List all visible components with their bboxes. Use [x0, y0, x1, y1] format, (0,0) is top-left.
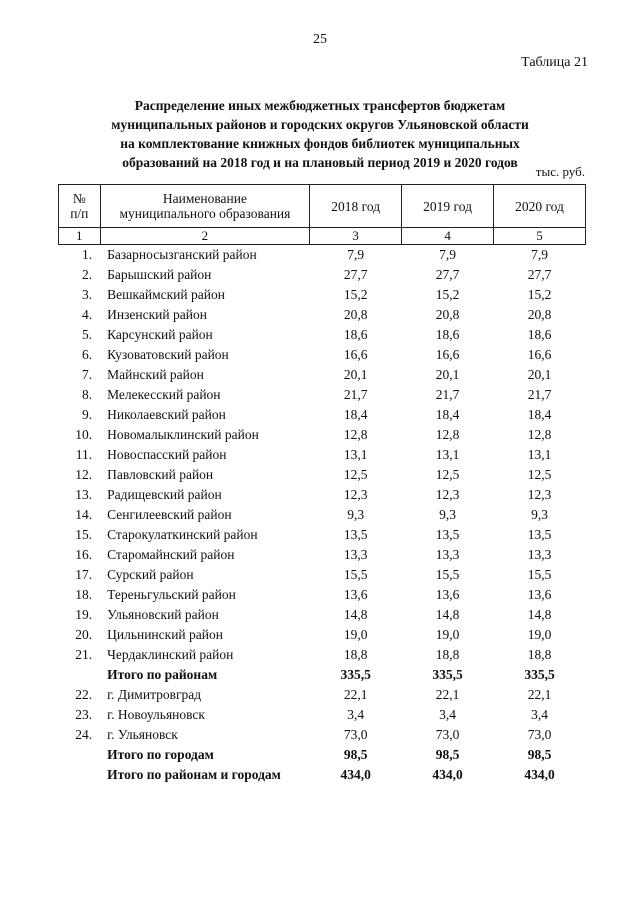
value-2020: 20,8: [527, 307, 552, 322]
value-2019: 27,7: [435, 267, 460, 282]
row-name: Итого по районам: [107, 667, 218, 682]
document-title: [90, 96, 550, 172]
value-2019: 18,8: [435, 647, 460, 662]
row-name: Инзенский район: [107, 307, 207, 322]
row-name: Итого по районам и городам: [107, 767, 281, 782]
row-number: 5.: [81, 327, 93, 342]
header-number-line1: №: [72, 191, 86, 206]
table-row: [59, 445, 586, 465]
value-2019: 20,8: [435, 307, 460, 322]
value-2019: 13,3: [435, 547, 460, 562]
table-row: [59, 605, 586, 625]
table-row: [59, 285, 586, 305]
value-2019: 16,6: [435, 347, 460, 362]
row-name: Ульяновский район: [107, 607, 219, 622]
column-index: 1: [59, 228, 101, 245]
row-number: 20.: [75, 627, 93, 642]
value-2018: 20,8: [343, 307, 368, 322]
row-name: г. Димитровград: [107, 687, 202, 702]
total-row: [59, 765, 586, 785]
value-2018: 9,3: [347, 507, 365, 522]
value-2019: 13,6: [435, 587, 460, 602]
row-number: [59, 665, 101, 685]
row-number: 22.: [75, 687, 93, 702]
total-row: [59, 745, 586, 765]
value-2019: 335,5: [432, 667, 463, 682]
row-name: Цильнинский район: [107, 627, 223, 642]
row-number: 21.: [75, 647, 93, 662]
value-2020: 15,2: [527, 287, 552, 302]
value-2020: 7,9: [531, 247, 548, 262]
value-2020: 13,1: [527, 447, 552, 462]
value-2020: 12,5: [527, 467, 552, 482]
value-2020: 18,8: [527, 647, 552, 662]
value-2018: 18,8: [343, 647, 368, 662]
table-row: [59, 725, 586, 745]
table-row: [59, 465, 586, 485]
table-label: Таблица 21: [521, 55, 588, 70]
value-2019: 9,3: [439, 507, 457, 522]
value-2019: 22,1: [435, 687, 460, 702]
row-name: Майнский район: [107, 367, 204, 382]
row-number: 13.: [75, 487, 93, 502]
value-2018: 14,8: [343, 607, 368, 622]
table-row: [59, 705, 586, 725]
row-number: 4.: [81, 307, 93, 322]
column-index: 5: [494, 228, 586, 245]
table-row: [59, 485, 586, 505]
value-2018: 16,6: [343, 347, 368, 362]
row-number: 15.: [75, 527, 93, 542]
header-number: [59, 185, 101, 228]
row-name: Чердаклинский район: [107, 647, 234, 662]
value-2018: 19,0: [343, 627, 368, 642]
value-2018: 20,1: [343, 367, 368, 382]
table-row: [59, 645, 586, 665]
value-2020: 22,1: [527, 687, 552, 702]
value-2018: 15,5: [343, 567, 368, 582]
row-name: Новоспасский район: [107, 447, 227, 462]
header-number-line2: п/п: [70, 206, 89, 221]
allocation-table: [58, 184, 586, 785]
value-2020: 13,5: [527, 527, 552, 542]
row-number: [59, 765, 101, 785]
row-name: Кузоватовский район: [107, 347, 229, 362]
header-2018: 2018 год: [310, 185, 402, 228]
value-2019: 18,6: [435, 327, 460, 342]
row-number: 1.: [81, 247, 93, 262]
value-2020: 13,3: [527, 547, 552, 562]
table-header-row: [59, 185, 586, 228]
value-2018: 335,5: [340, 667, 371, 682]
table-row: [59, 405, 586, 425]
column-index: 3: [310, 228, 402, 245]
value-2020: 3,4: [531, 707, 548, 722]
column-index: 2: [100, 228, 310, 245]
value-2019: 12,8: [435, 427, 460, 442]
value-2018: 434,0: [340, 767, 371, 782]
value-2019: 15,2: [435, 287, 460, 302]
table-row: [59, 625, 586, 645]
table-row: [59, 585, 586, 605]
row-number: 6.: [81, 347, 93, 362]
row-number: 2.: [81, 267, 93, 282]
value-2019: 13,5: [435, 527, 460, 542]
value-2020: 27,7: [527, 267, 552, 282]
table-row: [59, 325, 586, 345]
value-2019: 21,7: [435, 387, 460, 402]
value-2020: 16,6: [527, 347, 552, 362]
value-2020: 21,7: [527, 387, 552, 402]
value-2019: 12,5: [435, 467, 460, 482]
row-number: 12.: [75, 467, 93, 482]
title-line: муниципальных районов и городских округов Ульяновской области: [111, 117, 529, 132]
value-2018: 21,7: [343, 387, 368, 402]
value-2018: 13,5: [343, 527, 368, 542]
row-name: Сурский район: [107, 567, 194, 582]
row-number: [59, 745, 101, 765]
units-label: тыс. руб.: [535, 164, 585, 179]
value-2019: 73,0: [435, 727, 460, 742]
value-2020: 18,6: [527, 327, 552, 342]
row-name: Павловский район: [107, 467, 214, 482]
value-2020: 15,5: [527, 567, 552, 582]
value-2019: 3,4: [439, 707, 457, 722]
row-number: 3.: [81, 287, 93, 302]
table-row: [59, 565, 586, 585]
row-name: Сенгилеевский район: [107, 507, 232, 522]
value-2018: 13,6: [343, 587, 368, 602]
row-number: 24.: [75, 727, 93, 742]
row-number: 16.: [75, 547, 93, 562]
row-name: Старомайнский район: [107, 547, 235, 562]
value-2018: 27,7: [343, 267, 368, 282]
page-number: 25: [313, 32, 327, 47]
value-2020: 13,6: [527, 587, 552, 602]
value-2018: 73,0: [343, 727, 368, 742]
value-2018: 12,5: [343, 467, 368, 482]
column-index: 4: [402, 228, 494, 245]
column-index-row: [59, 228, 586, 245]
value-2020: 19,0: [527, 627, 552, 642]
row-name: г. Ульяновск: [107, 727, 178, 742]
row-name: Радищевский район: [107, 487, 222, 502]
table-row: [59, 365, 586, 385]
value-2019: 20,1: [435, 367, 460, 382]
row-name: Николаевский район: [107, 407, 226, 422]
row-name: Мелекесский район: [107, 387, 221, 402]
value-2020: 434,0: [524, 767, 555, 782]
value-2020: 18,4: [527, 407, 552, 422]
table-row: [59, 425, 586, 445]
row-name: г. Новоульяновск: [107, 707, 205, 722]
row-name: Вешкаймский район: [107, 287, 225, 302]
table-row: [59, 245, 586, 266]
row-number: 7.: [81, 367, 93, 382]
value-2020: 20,1: [527, 367, 552, 382]
value-2020: 9,3: [531, 507, 548, 522]
value-2019: 15,5: [435, 567, 460, 582]
value-2018: 3,4: [347, 707, 365, 722]
value-2019: 12,3: [435, 487, 460, 502]
value-2019: 7,9: [439, 247, 457, 262]
table-row: [59, 265, 586, 285]
value-2019: 14,8: [435, 607, 460, 622]
header-name: [100, 185, 310, 228]
row-name: Старокулаткинский район: [107, 527, 258, 542]
row-number: 10.: [75, 427, 93, 442]
table-row: [59, 345, 586, 365]
value-2018: 98,5: [343, 747, 368, 762]
value-2020: 335,5: [524, 667, 555, 682]
table-row: [59, 545, 586, 565]
row-name: Тереньгульский район: [107, 587, 236, 602]
row-name: Новомалыклинский район: [107, 427, 259, 442]
header-2019: 2019 год: [402, 185, 494, 228]
header-2020: 2020 год: [494, 185, 586, 228]
row-number: 18.: [75, 587, 93, 602]
row-number: 17.: [75, 567, 93, 582]
row-name: Карсунский район: [107, 327, 213, 342]
row-name: Базарносызганский район: [107, 247, 257, 262]
value-2019: 19,0: [435, 627, 460, 642]
row-number: 11.: [75, 447, 93, 462]
table-row: [59, 305, 586, 325]
table-row: [59, 385, 586, 405]
table-row: [59, 525, 586, 545]
value-2018: 22,1: [343, 687, 368, 702]
header-name-line1: Наименование: [162, 191, 247, 206]
value-2018: 13,3: [343, 547, 368, 562]
title-line: образований на 2018 год и на плановый период 2019 и 2020 годов: [122, 155, 518, 170]
value-2018: 12,3: [343, 487, 368, 502]
value-2020: 73,0: [527, 727, 552, 742]
table-body: [59, 245, 586, 786]
value-2018: 7,9: [347, 247, 365, 262]
total-row: [59, 665, 586, 685]
title-line: на комплектование книжных фондов библиотек муниципальных: [120, 136, 520, 151]
row-number: 8.: [81, 387, 93, 402]
value-2018: 15,2: [343, 287, 368, 302]
title-line: Распределение иных межбюджетных трансфертов бюджетам: [134, 98, 506, 113]
value-2018: 18,4: [343, 407, 368, 422]
row-name: Барышский район: [107, 267, 212, 282]
table-row: [59, 505, 586, 525]
value-2020: 98,5: [527, 747, 552, 762]
value-2018: 18,6: [343, 327, 368, 342]
value-2019: 98,5: [435, 747, 460, 762]
row-number: 14.: [75, 507, 93, 522]
value-2020: 12,8: [527, 427, 552, 442]
value-2018: 12,8: [343, 427, 368, 442]
row-number: 9.: [81, 407, 93, 422]
value-2020: 14,8: [527, 607, 552, 622]
header-name-line2: муниципального образования: [119, 206, 291, 221]
row-name: Итого по городам: [107, 747, 214, 762]
row-number: 23.: [75, 707, 93, 722]
table-row: [59, 685, 586, 705]
row-number: 19.: [75, 607, 93, 622]
value-2018: 13,1: [343, 447, 368, 462]
value-2019: 18,4: [435, 407, 460, 422]
value-2020: 12,3: [527, 487, 552, 502]
value-2019: 434,0: [432, 767, 463, 782]
value-2019: 13,1: [435, 447, 460, 462]
